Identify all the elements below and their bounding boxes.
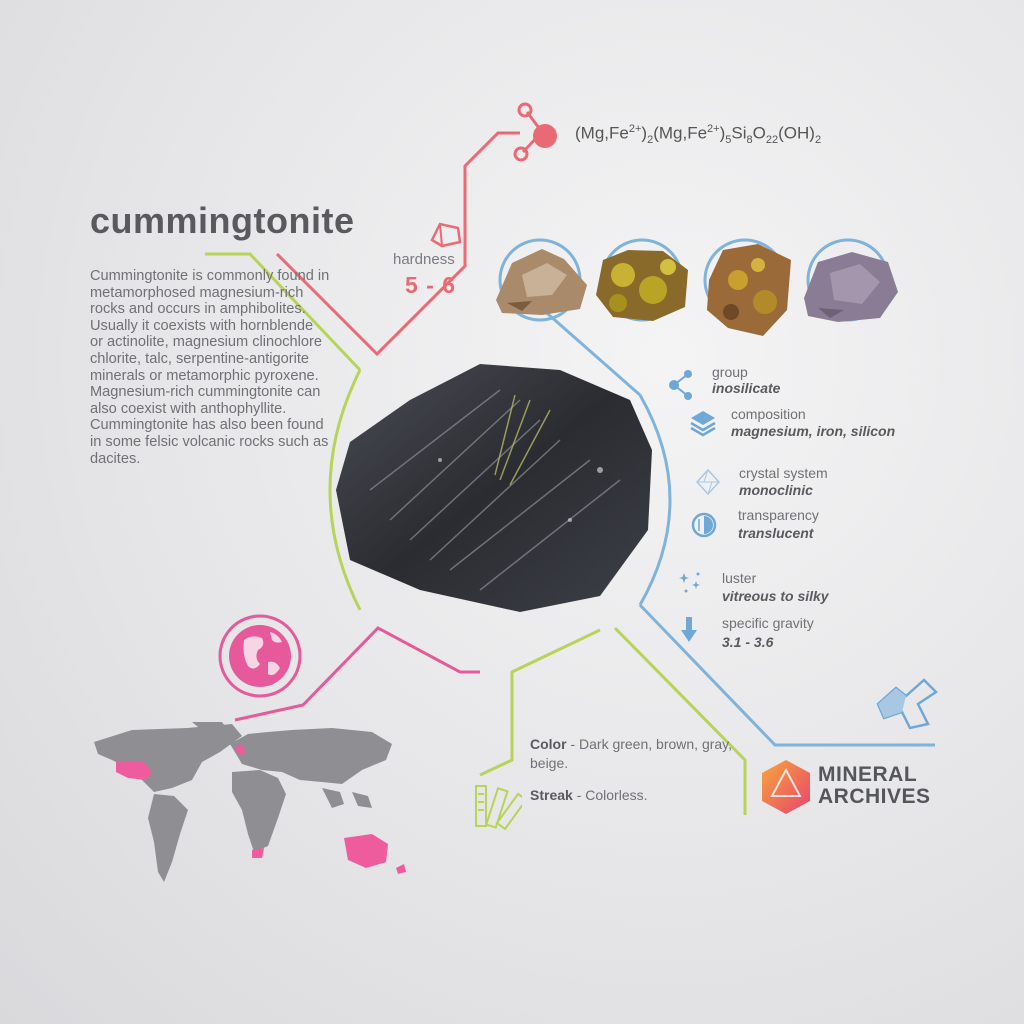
hardness-icon <box>428 220 464 248</box>
world-map <box>92 722 422 890</box>
molecule-icon <box>666 368 696 402</box>
property-label-composition: composition <box>731 406 806 422</box>
molecule-icon <box>507 100 565 166</box>
crystal-icon <box>694 468 722 496</box>
property-value-group: inosilicate <box>712 380 781 396</box>
mineral-archives-logo-icon <box>760 758 812 816</box>
property-label-luster: luster <box>722 570 757 586</box>
arrow-down-icon <box>679 615 699 645</box>
property-value-composition: magnesium, iron, silicon <box>731 423 896 439</box>
property-label-group: group <box>712 364 748 380</box>
sample-image-4 <box>800 248 900 324</box>
property-value-luster: vitreous to silky <box>722 588 829 604</box>
hardness-value: 5 - 6 <box>405 272 457 298</box>
property-label-crystal-system: crystal system <box>739 465 828 481</box>
color-streak-text <box>530 735 740 805</box>
mineral-title: cummingtonite <box>90 200 355 241</box>
sample-image-3 <box>703 240 795 340</box>
globe-icon <box>216 612 304 700</box>
sparkle-icon <box>676 569 704 597</box>
crystal-decoration-icon <box>872 674 942 734</box>
color-line: Color - Dark green, brown, gray, beige. <box>530 736 733 771</box>
property-label-specific-gravity: specific gravity <box>722 615 814 631</box>
streak-line: Streak - Colorless. <box>530 787 648 803</box>
property-label-transparency: transparency <box>738 507 819 523</box>
chemical-formula: $(Mg,Fe^{2+})_2(Mg,Fe^{2+})_5Si_8O_{22}(OH)_2$ <box>575 123 822 147</box>
layers-icon <box>688 408 718 440</box>
property-value-specific-gravity: 3.1 - 3.6 <box>722 634 774 650</box>
transparency-icon <box>690 511 718 539</box>
mineral-archives-logo-text: MINERAL ARCHIVES <box>818 763 931 808</box>
property-value-transparency: translucent <box>738 525 814 541</box>
property-value-crystal-system: monoclinic <box>739 482 813 498</box>
sample-image-1 <box>492 245 592 317</box>
main-specimen-image <box>330 360 656 614</box>
sample-image-2 <box>593 245 693 325</box>
mineral-description: Cummingtonite is commonly found in metamorphosed magnesium-rich rocks and occurs in amphibolites. Usually it coexists with hornblende or actinolite, magnesium clinochlore chlorite, talc, serpentine-antigorite minerals or metamorphic pyroxene. Magnesium-rich cummingtonite can also coexist with anthophyllite. Cummingtonite has also been found in some felsic volcanic rocks such as dacites. <box>90 268 330 467</box>
color-swatch-icon <box>472 780 522 832</box>
hardness-label: hardness <box>393 251 455 268</box>
